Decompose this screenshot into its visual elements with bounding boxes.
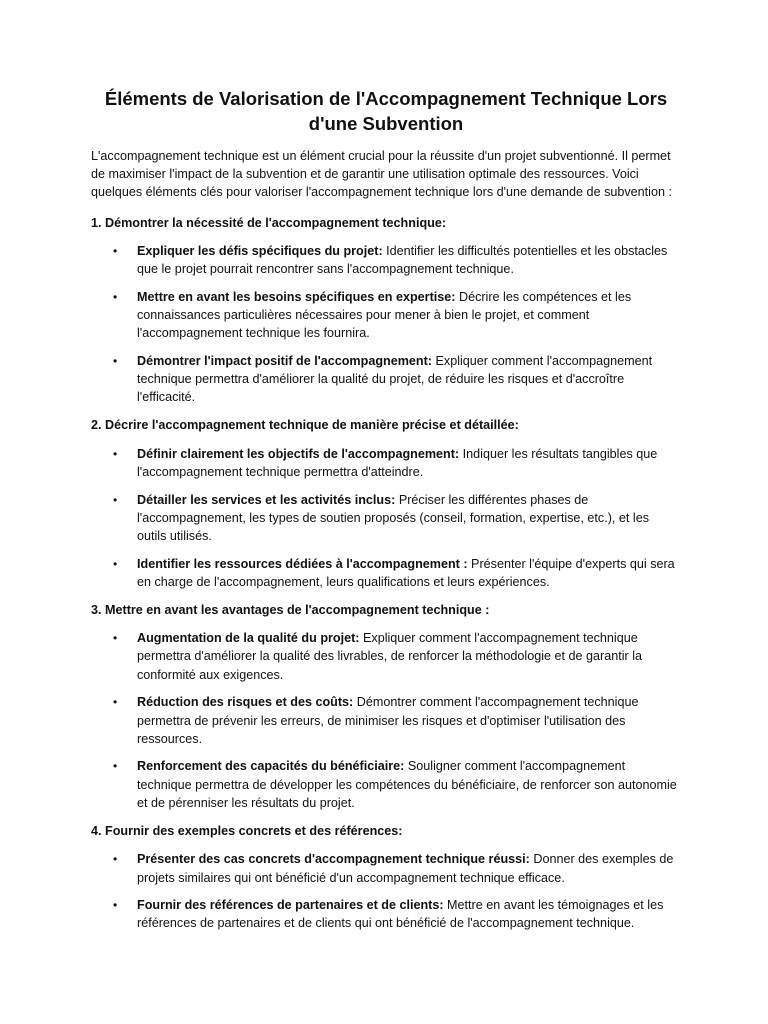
bullet-icon: •: [113, 289, 118, 304]
list-item-text: Donner des exemples de projets similaires qui ont bénéficié d'un accompagnement technique efficace.: [137, 852, 674, 885]
list-item-bold-lead: Détailler les services et les activités inclus:: [137, 492, 396, 507]
list-item: [91, 555, 681, 591]
list-item-bold-lead: Fournir des références de partenaires et de clients:: [137, 898, 444, 913]
bullet-icon: •: [113, 631, 118, 646]
list-item-bold-lead: Augmentation de la qualité du projet:: [137, 631, 360, 646]
section-heading: 1. Démontrer la nécessité de l'accompagnement technique:: [91, 215, 447, 230]
bullet-icon: •: [113, 492, 118, 507]
list-item-text: Mettre en avant les témoignages et les références de partenaires et de clients qui ont bénéficié de l'accompagnement technique.: [137, 898, 664, 931]
document-title: Éléments de Valorisation de l'Accompagnement Technique Lors d'une Subvention: [104, 88, 668, 134]
bullet-icon: •: [113, 446, 118, 461]
list-item: [91, 896, 681, 932]
list-item: [91, 757, 681, 812]
list-item-text: Expliquer comment l'accompagnement technique permettra d'améliorer la qualité du projet, de réduire les risques et d'accroître l'efficacité.: [137, 353, 653, 405]
list-item: [91, 445, 681, 481]
bullet-icon: •: [113, 852, 118, 867]
bullet-icon: •: [113, 243, 118, 258]
bullet-list: [91, 445, 681, 591]
bullet-icon: •: [113, 759, 118, 774]
list-item-text: Indiquer les résultats tangibles que l'accompagnement technique permettra d'atteindre.: [137, 446, 658, 479]
bullet-list: [91, 850, 681, 932]
list-item: [91, 288, 681, 343]
list-item-bold-lead: Identifier les ressources dédiées à l'accompagnement :: [137, 556, 468, 571]
list-item-text: Souligner comment l'accompagnement technique permettra de développer les compétences du bénéficiaire, de renforcer son autonomie et de pérenniser les résultats du projet.: [137, 759, 677, 810]
list-item-text: Démontrer comment l'accompagnement technique permettra de prévenir les erreurs, de minimiser les risques et d'optimiser l'utilisation des ressources.: [137, 695, 639, 746]
list-item-text: Identifier les difficultés potentielles et les obstacles que le projet pourrait rencontrer sans l'accompagnement technique.: [137, 243, 668, 277]
list-item-text: Expliquer comment l'accompagnement technique permettra d'améliorer la qualité des livrables, de renforcer la méthodologie et de garantir la conformité aux exigences.: [137, 631, 643, 682]
list-item-bold-lead: Expliquer les défis spécifiques du projet:: [137, 243, 383, 258]
section-heading: 3. Mettre en avant les avantages de l'accompagnement technique :: [91, 603, 490, 618]
list-item-bold-lead: Définir clairement les objectifs de l'accompagnement:: [137, 446, 460, 461]
bullet-list: [91, 629, 681, 812]
list-item: [91, 242, 681, 278]
document-page: [91, 86, 681, 943]
list-item: [91, 693, 681, 748]
list-item: [91, 352, 681, 407]
list-item: [91, 850, 681, 886]
bullet-list: [91, 242, 681, 407]
intro-paragraph: L'accompagnement technique est un élément crucial pour la réussite d'un projet subventionné. Il permet de maximiser l'impact de la subvention et de garantir une utilisation optimale des ressources. Voici quelques éléments clés pour valoriser l'accompagnement technique lors d'une demande de subvention :: [91, 149, 672, 200]
list-item-bold-lead: Renforcement des capacités du bénéficiaire:: [137, 759, 405, 774]
list-item-bold-lead: Réduction des risques et des coûts:: [137, 695, 354, 710]
sections-container: [91, 214, 681, 933]
bullet-icon: •: [113, 898, 118, 913]
list-item: [91, 491, 681, 546]
list-item-bold-lead: Démontrer l'impact positif de l'accompagnement:: [137, 353, 432, 368]
section-heading: 2. Décrire l'accompagnement technique de manière précise et détaillée:: [91, 418, 519, 433]
list-item: [91, 629, 681, 684]
bullet-icon: •: [113, 695, 118, 710]
list-item-text: Décrire les compétences et les connaissances particulières nécessaires pour mener à bien le projet, et comment l'accompagnement technique les fournira.: [137, 289, 632, 341]
list-item-bold-lead: Présenter des cas concrets d'accompagnement technique réussi:: [137, 852, 530, 867]
list-item-text: Présenter l'équipe d'experts qui sera en charge de l'accompagnement, leurs qualifications et leurs expériences.: [137, 556, 675, 589]
list-item-text: Préciser les différentes phases de l'accompagnement, les types de soutien proposés (conseil, formation, expertise, etc.), et les outils utilisés.: [137, 492, 650, 543]
bullet-icon: •: [113, 353, 118, 368]
list-item-bold-lead: Mettre en avant les besoins spécifiques en expertise:: [137, 289, 456, 304]
bullet-icon: •: [113, 556, 118, 571]
section-heading: 4. Fournir des exemples concrets et des références:: [91, 824, 403, 839]
